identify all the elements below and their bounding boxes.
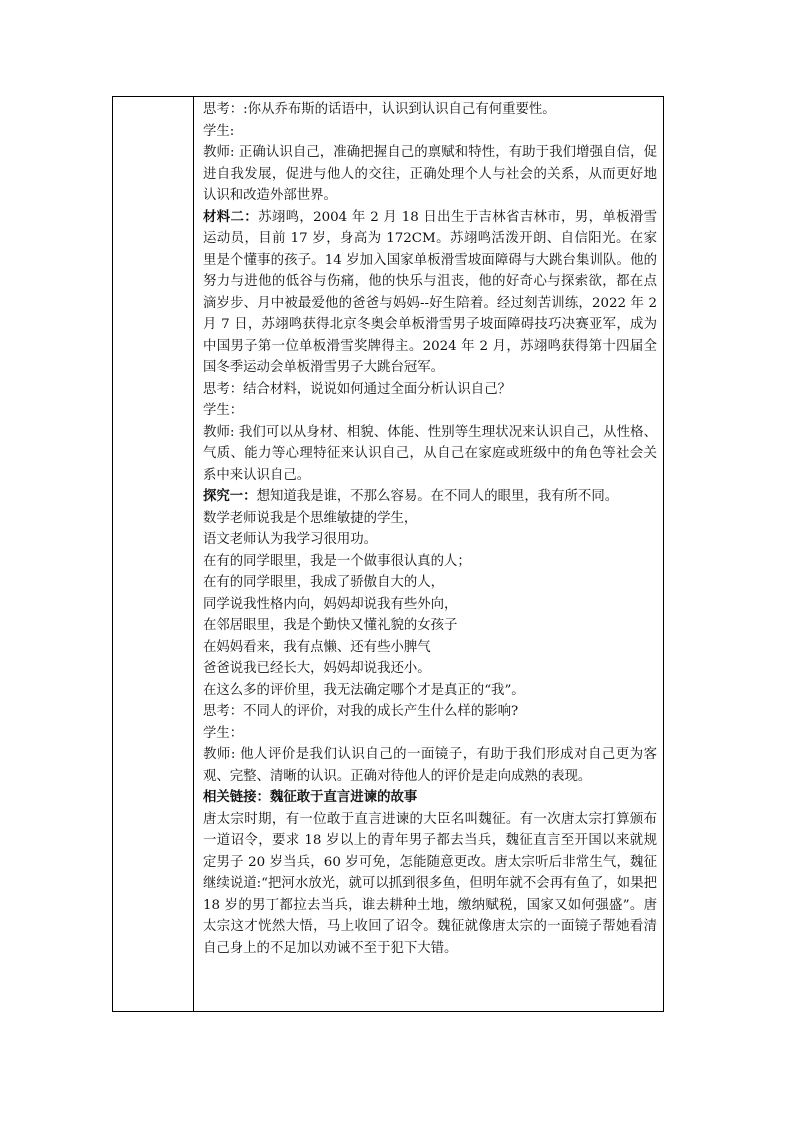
table-content-column (194, 97, 663, 1011)
lesson-table (112, 96, 664, 1012)
paragraph-opinion-1: 数学老师说我是个思维敏捷的学生， (203, 510, 418, 526)
paragraph-think-2: 思考：结合材料，说说如何通过全面分析认识自己？ (203, 381, 511, 397)
paragraph-opinion-3: 在有的同学眼里，我是一个做事很认真的人； (203, 553, 471, 569)
paragraph-teacher-3: 教师: 他人评价是我们认识自己的一面镜子，有助于我们形成对自己更为客观、完整、清晰的认识。正确对待他人的评价是走向成熟的表现。 (203, 747, 657, 784)
paragraph-teacher-1: 教师: 正确认识自己，准确把握自己的禀赋和特性，有助于我们增强自信，促进自我发展，促进与他人的交往，正确处理个人与社会的关系，从而更好地认识和改造外部世界。 (203, 145, 657, 203)
paragraph-opinion-7: 在妈妈看来，我有点懒、还有些小脾气 (203, 639, 431, 655)
paragraph-student-2: 学生： (203, 403, 244, 418)
paragraph-student-1: 学生: (203, 123, 235, 139)
paragraph-story: 唐太宗时期，有一位敢于直言进谏的大臣名叫魏征。有一次唐太宗打算颁布一道诏令，要求 18 岁以上的青年男子都去当兵，魏征直言至开国以来就规定男子 20 岁当兵，60 岁可免，怎能随意更改。唐太宗听后非常生气，魏征继续说道:“把河水放光，就可以抓到很多鱼，但明年就不会再有鱼了，如果把 18 岁的男丁都拉去当兵，谁去耕种土地，缴纳赋税，国家又如何强盛”。唐太宗这才恍然大悟，马上收回了诏令。魏征就像唐太宗的一面镜子帮她看清自己身上的不足加以劝诫不至于犯下大错。 (203, 811, 657, 956)
paragraph-explore-1: 探究一：想知道我是谁，不那么容易。在不同人的眼里，我有所不同。 (203, 488, 619, 504)
paragraph-related-link-title: 相关链接：魏征敢于直言进谏的故事 (203, 789, 418, 805)
paragraph-opinion-8: 爸爸说我已经长大，妈妈却说我还小。 (203, 661, 431, 676)
paragraph-opinion-9: 在这么多的评价里，我无法确定哪个才是真正的“我”。 (203, 682, 525, 698)
paragraph-think-3: 思考：不同人的评价，对我的成长产生什么样的影响? (203, 704, 519, 719)
paragraph-material-2: 材料二：苏翊鸣，2004 年 2 月 18 日出生于吉林省吉林市，男，单板滑雪运动员，目前 17 岁，身高为 172CM。苏翊鸣活泼开朗、自信阳光。在家里是个懂事的孩子。14 岁加入国家单板滑雪坡面障碍与大跳台集训队。他的努力与进他的低谷与伤痛，他的快乐与沮丧，他的好奇心与探索欲，都在点滴岁步、月中被最爱他的爸爸与妈妈--好生陪着。经过刻苦训练，2022 年 2 月 7 日，苏翊鸣获得北京冬奥会单板滑雪男子坡面障碍技巧决赛亚军，成为中国男子第一位单板滑雪奖牌得主。2024 年 2 月，苏翊鸣获得第十四届全国冬季运动会单板滑雪男子大跳台冠军。 (203, 208, 658, 375)
paragraph-student-3: 学生： (203, 725, 244, 741)
paragraph-opinion-2: 语文老师认为我学习很用功。 (203, 532, 378, 547)
paragraph-opinion-6: 在邻居眼里，我是个勤快又懂礼貌的女孩子 (203, 618, 458, 633)
paragraph-teacher-2: 教师: 我们可以从身材、相貌、体能、性别等生理状况来认识自己，从性格、气质、能力等心理特征来认识自己，从自己在家庭或班级中的角色等社会关系中来认识自己。 (203, 424, 657, 483)
paragraph-think-1: 思考：:你从乔布斯的话语中，认识到认识自己有何重要性。 (203, 102, 556, 117)
table-left-column (113, 97, 194, 1011)
paragraph-opinion-4: 在有的同学眼里，我成了骄傲自大的人， (203, 575, 445, 590)
paragraph-opinion-5: 同学说我性格内向，妈妈却说我有些外向， (203, 596, 458, 612)
